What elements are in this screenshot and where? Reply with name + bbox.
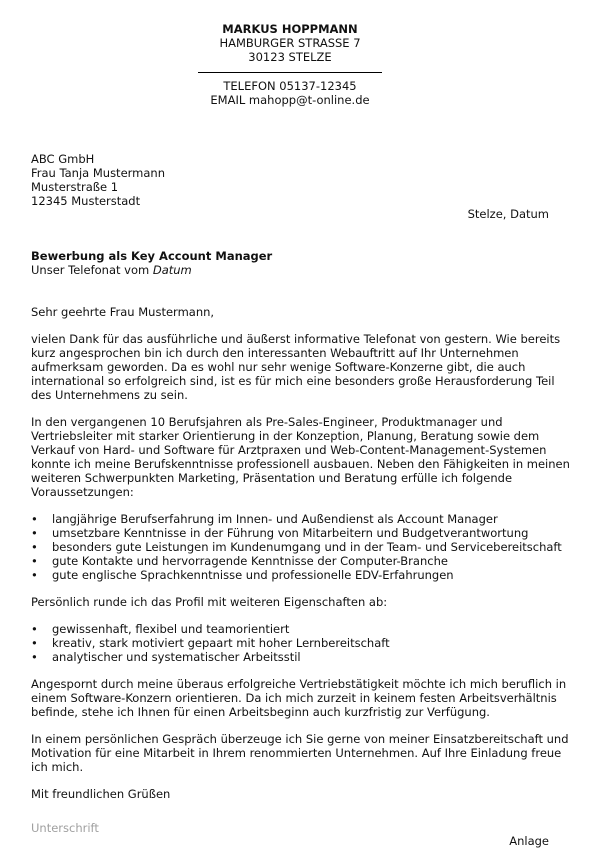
bullet-icon: • — [31, 568, 38, 582]
list-item — [31, 650, 571, 664]
list-item — [31, 540, 571, 554]
letter-body — [31, 305, 571, 814]
traits-list — [31, 622, 571, 664]
list-item — [31, 636, 571, 650]
sender-phone: TELEFON 05137-12345 — [223, 79, 357, 93]
subject-title: Bewerbung als Key Account Manager — [31, 249, 273, 263]
bullet-icon: • — [31, 636, 38, 650]
salutation: Sehr geehrte Frau Mustermann, — [31, 305, 215, 319]
subject-reference — [31, 263, 272, 277]
recipient-city: 12345 Musterstadt — [31, 194, 141, 208]
bullet-icon: • — [31, 526, 38, 540]
list-item — [31, 554, 571, 568]
recipient-person: Frau Tanja Mustermann — [31, 166, 165, 180]
list-item — [31, 622, 571, 636]
list-item-text: gewissenhaft, flexibel und teamorientiert — [52, 622, 290, 636]
sender-header — [0, 22, 580, 107]
paragraph-closing: In einem persönlichen Gespräch überzeuge ich Sie gerne von meiner Einsatzbereitschaft und Motivation für eine Mitarbeit in Ihrem renommierten Unternehmen. Auf Ihre Einladung freue ich mich. — [31, 732, 569, 774]
enclosure-note: Anlage — [509, 834, 549, 848]
list-item-text: analytischer und systematischer Arbeitsstil — [52, 650, 301, 664]
list-item-text: umsetzbare Kenntnisse in der Führung von Mitarbeitern und Budgetverantwortung — [52, 526, 529, 540]
greeting: Mit freundlichen Grüßen — [31, 787, 171, 801]
bullet-icon: • — [31, 540, 38, 554]
sender-email: EMAIL mahopp@t-online.de — [210, 93, 370, 107]
bullet-icon: • — [31, 512, 38, 526]
bullet-icon: • — [31, 622, 38, 636]
sender-city: 30123 STELZE — [248, 50, 332, 64]
list-item-text: besonders gute Leistungen im Kundenumgang und in der Team- und Servicebereitschaft — [52, 540, 562, 554]
paragraph-intro: vielen Dank für das ausführliche und äußerst informative Telefonat von gestern. Wie bereits kurz angesprochen bin ich durch den interessanten Webauftritt auf Ihr Unternehmen aufmerksam geworden. Da es wohl nur sehr wenige Software-Konzerne gibt, die auch international so erfolgreich sind, ist es für mich eine besonders große Herausforderung Teil des Unternehmens zu sein. — [31, 332, 561, 402]
list-item-text: gute Kontakte und hervorragende Kenntnisse der Computer-Branche — [52, 554, 448, 568]
bullet-icon: • — [31, 650, 38, 664]
list-item-text: langjährige Berufserfahrung im Innen- und Außendienst als Account Manager — [52, 512, 498, 526]
place-date: Stelze, Datum — [467, 207, 549, 221]
subject-block — [31, 249, 272, 277]
list-item — [31, 512, 571, 526]
recipient-address — [31, 152, 165, 208]
sender-name: MARKUS HOPPMANN — [222, 22, 358, 36]
list-item — [31, 526, 571, 540]
sender-street: HAMBURGER STRASSE 7 — [219, 36, 361, 50]
bullet-icon: • — [31, 554, 38, 568]
reference-prefix: Unser Telefonat vom — [31, 263, 150, 277]
recipient-street: Musterstraße 1 — [31, 180, 119, 194]
header-divider — [198, 72, 382, 73]
qualifications-list — [31, 512, 571, 582]
signature-placeholder: Unterschrift — [31, 821, 99, 835]
paragraph-motivation: Angespornt durch meine überaus erfolgreiche Vertriebstätigkeit möchte ich mich beruflich in einem Software-Konzern orientieren. Da ich mich zurzeit in keinem festen Arbeitsverhältnis befinde, stehe ich Ihnen für einen Arbeitsbeginn auch kurzfristig zur Verfügung. — [31, 677, 567, 719]
recipient-company: ABC GmbH — [31, 152, 95, 166]
list-item-text: kreativ, stark motiviert gepaart mit hoher Lernbereitschaft — [52, 636, 390, 650]
list-item — [31, 568, 571, 582]
list-item-text: gute englische Sprachkenntnisse und professionelle EDV-Erfahrungen — [52, 568, 454, 582]
reference-date: Datum — [152, 263, 192, 277]
paragraph-experience: In den vergangenen 10 Berufsjahren als Pre-Sales-Engineer, Produktmanager und Vertriebsleiter mit starker Orientierung in der Konzeption, Planung, Beratung sowie dem Verkauf von Hard- und Software für Arztpraxen und Web-Content-Management-Systemen konnte ich meine Berufskenntnisse professionell ausbauen. Neben den Fähigkeiten in meinen weiteren Schwerpunkten Marketing, Präsentation und Beratung erfülle ich folgende Voraussetzungen: — [31, 415, 570, 499]
paragraph-profile-intro: Persönlich runde ich das Profil mit weiteren Eigenschaften ab: — [31, 595, 388, 609]
